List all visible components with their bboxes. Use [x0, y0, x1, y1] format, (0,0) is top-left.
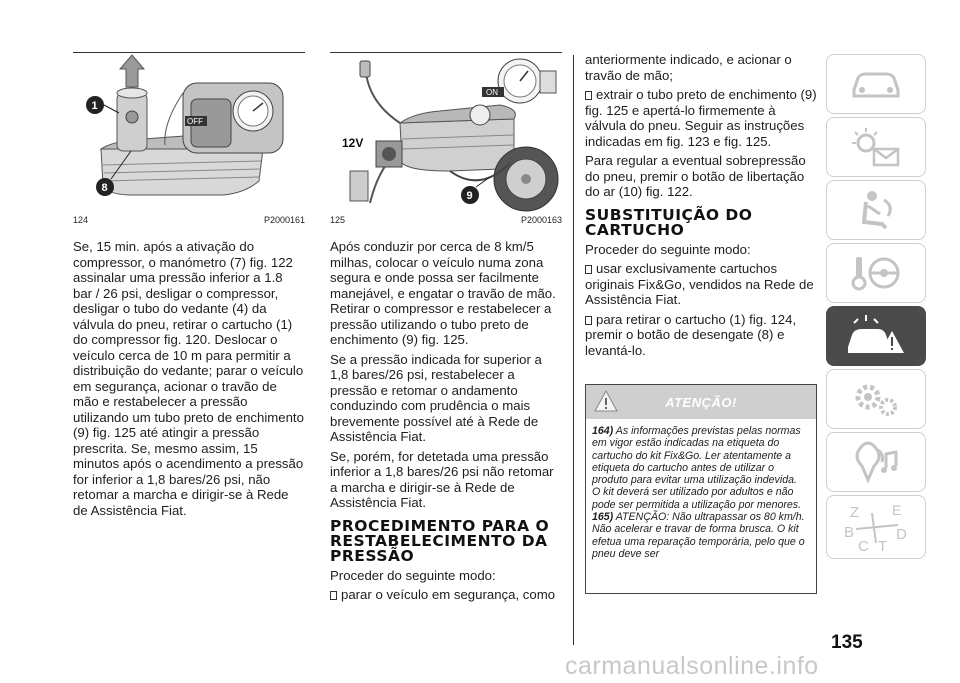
- 12v-label: 12V: [342, 136, 364, 150]
- compressor-cartridge-illustration: [73, 53, 305, 212]
- callout-9: 9: [466, 190, 473, 202]
- body-paragraph: Para regular a eventual sobrepressão do pneu, premir o botão de libertação do ar (10) fig. 122.: [585, 153, 806, 199]
- list-item: [585, 312, 817, 359]
- column-1: [73, 52, 305, 522]
- tab-index-letters[interactable]: [826, 495, 926, 559]
- gear-service-icon: [846, 377, 906, 421]
- body-paragraph: anteriormente indicado, e acionar o travão de mão;: [585, 52, 792, 83]
- list-item-text: extrair o tubo preto de enchimento (9) fig. 125 e apertá-lo firmemente à válvula do pneu. Seguir as instruções indicadas em fig. 123 e fig. 125.: [585, 87, 817, 149]
- tab-car-dashboard[interactable]: [826, 54, 926, 114]
- tab-seat-airbag[interactable]: [826, 180, 926, 240]
- body-paragraph: Após conduzir por cerca de 8 km/5 milhas, colocar o veículo numa zona segura e onde possa ser facilmente manejável, e engatar o travão de mão. Retirar o compressor e restabelecer a pressão utilizando o tubo preto de enchimento (9) fig. 125.: [330, 239, 556, 347]
- tab-key-steering[interactable]: [826, 243, 926, 303]
- body-paragraph: Proceder do seguinte modo:: [585, 241, 751, 257]
- warning-header: [586, 385, 816, 419]
- section-heading: PROCEDIMENTO PARA O RESTABELECIMENTO DA PRESSÃO: [330, 516, 550, 565]
- callout-8: 8: [101, 182, 108, 194]
- bullet-box-icon: [330, 591, 337, 600]
- page-number: 135: [831, 632, 863, 653]
- watermark: carmanualsonline.info: [565, 652, 819, 680]
- index-letters-icon: [836, 499, 916, 555]
- figure-number: 124: [73, 215, 89, 225]
- letter-e: E: [892, 502, 902, 518]
- figure-number: 125: [330, 215, 346, 225]
- warning-note: [592, 425, 808, 511]
- note-number: 165): [592, 511, 614, 524]
- tab-media-nav[interactable]: [826, 432, 926, 492]
- list-item-text: usar exclusivamente cartuchos originais Fix&Go, vendidos na Rede de Assistência Fiat.: [585, 261, 814, 307]
- letter-c: C: [858, 538, 869, 555]
- letter-b: B: [844, 524, 855, 541]
- note-text: As informações previstas pelas normas em vigor estão indicadas na etiqueta do cartucho do kit Fix&Go. Ler atentamente a etiqueta do cartucho antes de utilizar o produto para evitar uma utilização indevida. O kit deverá ser utilizado por adultos e não pode ser permitida a utilização por menores.: [592, 425, 802, 511]
- body-paragraph: Proceder do seguinte modo:: [330, 567, 496, 583]
- bullet-box-icon: [585, 316, 592, 325]
- car-emergency-icon: [844, 313, 908, 359]
- list-item: [330, 587, 562, 603]
- letter-d: D: [896, 526, 907, 543]
- letter-t: T: [878, 538, 888, 555]
- figure-124-caption: [73, 215, 305, 225]
- body-paragraph: Se, 15 min. após a ativação do compressor, o manómetro (7) fig. 122 assinalar uma pressão inferior a 1.8 bar / 26 psi, desligar o compressor, desligar o tubo do vedante (4) da válvula do pneu, retirar o cartucho (1) do compressor fig. 120. Deslocar o veículo cerca de 10 m para permitir a distribuição do vedante; parar o veículo em segurança, acionar o travão de mão e restabelecer a pressão utilizando um tubo preto de enchimento (9) fig. 125 até atingir a pressão prescrita. Se, mesmo assim, 15 minutos após o acendimento a pressão for inferior a 1,8 bares/26 psi, não retomar a marcha e dirigir-se à Rede de Assistência Fiat.: [73, 239, 304, 518]
- lights-message-icon: [846, 125, 906, 169]
- warning-note: [592, 511, 808, 560]
- warning-box: [585, 384, 817, 594]
- list-item-text: para retirar o cartucho (1) fig. 124, premir o botão de desengate (8) e levantá-lo.: [585, 311, 797, 358]
- on-label: ON: [486, 88, 498, 97]
- car-dashboard-icon: [846, 64, 906, 104]
- key-steering-icon: [846, 251, 906, 295]
- compressor-hose-illustration: [330, 53, 562, 212]
- off-label: OFF: [187, 117, 203, 126]
- column-divider: [573, 55, 574, 645]
- note-number: 164): [592, 425, 614, 437]
- section-heading: SUBSTITUIÇÃO DO CARTUCHO: [585, 205, 753, 239]
- note-text: ATENÇÃO: Não ultrapassar os 80 km/h. Não acelerar e travar de forma brusca. O kit efetua uma reparação temporária, pelo que o pneu deve ser: [592, 511, 805, 560]
- letter-z: Z: [850, 504, 860, 521]
- media-nav-icon: [846, 440, 906, 484]
- bullet-box-icon: [585, 265, 592, 274]
- body-paragraph: Se a pressão indicada for superior a 1,8 bares/26 psi, restabelecer a pressão e retomar o andamento conduzindo com prudência o mais brevemente possível até à Rede de Assistência Fiat.: [330, 351, 542, 444]
- warning-body: [586, 419, 816, 560]
- column-2: [330, 52, 562, 607]
- figure-code: P2000163: [520, 215, 562, 225]
- body-paragraph: Se, porém, for detetada uma pressão inferior a 1,8 bares/26 psi não retomar a marcha e dirigir-se à Rede de Assistência Fiat.: [330, 448, 554, 510]
- warning-title: ATENÇÃO!: [665, 395, 737, 410]
- figure-code: P2000161: [263, 215, 305, 225]
- figure-125: [330, 52, 562, 212]
- column-3: [585, 52, 817, 362]
- bullet-box-icon: [585, 91, 592, 100]
- tab-gear-service[interactable]: [826, 369, 926, 429]
- list-item: [585, 261, 817, 308]
- seat-airbag-icon: [846, 188, 906, 232]
- figure-124: [73, 52, 305, 212]
- list-item: [585, 87, 817, 149]
- tab-car-emergency[interactable]: [826, 306, 926, 366]
- figure-125-caption: [330, 215, 562, 225]
- chapter-sidebar: [826, 54, 926, 562]
- list-item-text: parar o veículo em segurança, como: [341, 587, 556, 602]
- callout-1: 1: [91, 100, 98, 112]
- tab-lights-message[interactable]: [826, 117, 926, 177]
